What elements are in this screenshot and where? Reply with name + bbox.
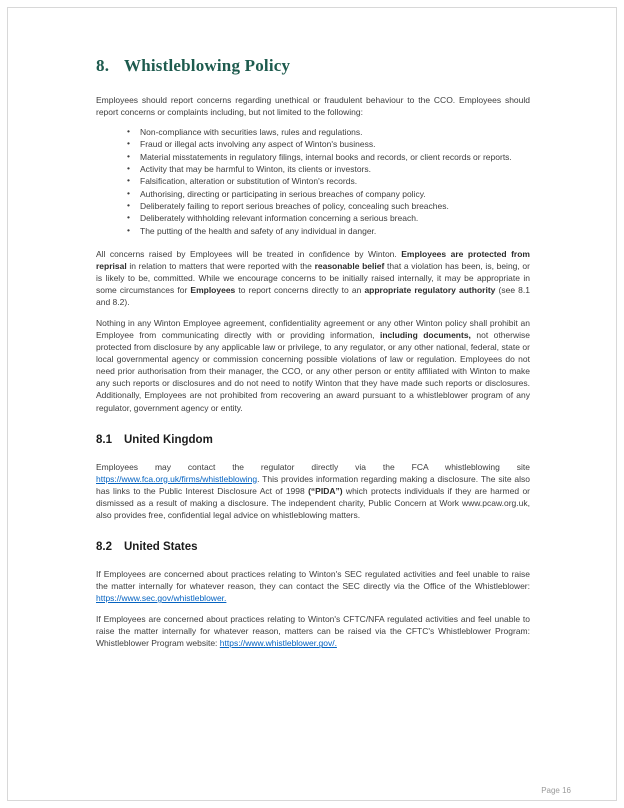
us-sec-paragraph bbox=[96, 568, 530, 604]
text-segment: including documents, bbox=[380, 330, 471, 341]
text-segment: not otherwise protected from disclosure by any applicable law or privilege, to any regulator, or any other national, federal, state or local governmental agency or commission concerning possible violations of law or regulation. Employees do not need prior authorisation from their manager, the CCO, or any other person or entity affiliated with Winton to make any such reports or disclosures and do not need to notify Winton that they have made such reports or disclosures. Additionally, Employees are not prohibited from recovering an award pursuant to a whistleblower program of any regulator, government agency or entity. bbox=[96, 330, 530, 413]
text-segment: Employees bbox=[190, 284, 236, 295]
intro-paragraph: Employees should report concerns regarding unethical or fraudulent behaviour to the CCO. Employees should report concerns or complaints including, but not limited to the following: bbox=[96, 95, 530, 118]
hyperlink[interactable]: https://www.fca.org.uk/firms/whistleblowing bbox=[96, 473, 258, 484]
concerns-bullet-list bbox=[96, 127, 530, 237]
text-segment: If Employees are concerned about practices relating to Winton's SEC regulated activities and feel unable to raise the matter internally for whatever reason, they can contact the SEC directly via the Office of the Whistleblower: bbox=[96, 568, 530, 591]
section-heading-united-states bbox=[96, 541, 530, 553]
text-segment: . This provides information regarding making a disclosure. The site also has links to the Public Interest Disclosure Act of 1998 bbox=[96, 473, 530, 496]
text-segment: (“PIDA”) bbox=[308, 485, 343, 496]
bullet-item: • The putting of the health and safety of any individual in danger. bbox=[127, 226, 530, 237]
bullet-item: • Deliberately withholding relevant information concerning a serious breach. bbox=[127, 213, 530, 224]
text-segment: appropriate regulatory authority bbox=[364, 284, 496, 295]
confidence-paragraph bbox=[96, 248, 530, 308]
text-segment: Employees may contact the regulator directly via the FCA whistleblowing site bbox=[96, 461, 530, 472]
text-segment: reasonable belief bbox=[314, 260, 385, 271]
text-segment: All concerns raised by Employees will be treated in confidence by Winton. bbox=[96, 248, 402, 259]
bullet-item: • Non-compliance with securities laws, rules and regulations. bbox=[127, 127, 530, 138]
bullet-item: • Deliberately failing to report serious breaches of policy, concealing such breaches. bbox=[127, 201, 530, 212]
text-segment: Nothing in any Winton Employee agreement, confidentiality agreement or any other Winton policy shall prohibit an Employee from communicating directly with or providing information, bbox=[96, 318, 530, 341]
text-segment: If Employees are concerned about practices relating to Winton's CFTC/NFA regulated activities and feel unable to raise the matter internally for whatever reason, matters can be raised via the CFTC's Whistleblower Program: Whistleblower Program website: bbox=[96, 614, 530, 649]
uk-paragraph bbox=[96, 461, 530, 521]
text-segment: Employees are protected from reprisal bbox=[96, 248, 530, 271]
page-content bbox=[96, 56, 530, 658]
text-segment: that a violation has been, is, being, or is likely to be, committed. While we encourage concerns to be initially raised internally, it may be appropriate in some circumstances for bbox=[96, 260, 530, 295]
heading-text: United Kingdom bbox=[124, 433, 213, 446]
bullet-item: • Activity that may be harmful to Winton, its clients or investors. bbox=[127, 164, 530, 175]
bullet-item: • Fraud or illegal acts involving any aspect of Winton's business. bbox=[127, 139, 530, 150]
heading-number: 8.1 bbox=[96, 433, 112, 446]
hyperlink[interactable]: https://www.whistleblower.gov/. bbox=[219, 638, 337, 649]
us-cftc-paragraph bbox=[96, 613, 530, 649]
no-prohibition-paragraph bbox=[96, 317, 530, 414]
text-segment: (see 8.1 and 8.2). bbox=[96, 284, 530, 308]
heading-text: Whistleblowing Policy bbox=[124, 56, 291, 75]
text-segment: which protects individuals if they are harmed or dismissed as a result of making a disclosure. The independent charity, Public Concern at Work www.pcaw.org.uk, also provides free, confidential legal advice on whistleblowing matters. bbox=[96, 485, 531, 520]
text-segment: to report concerns directly to an bbox=[235, 284, 365, 295]
page-number: Page 16 bbox=[541, 786, 571, 795]
bullet-item: • Authorising, directing or participating in serious breaches of company policy. bbox=[127, 189, 530, 200]
bullet-item: • Material misstatements in regulatory filings, internal books and records, or client records or reports. bbox=[127, 152, 530, 163]
section-heading-whistleblowing bbox=[96, 56, 530, 76]
heading-number: 8.2 bbox=[96, 540, 112, 553]
hyperlink[interactable]: https://www.sec.gov/whistleblower. bbox=[96, 593, 227, 604]
text-segment: in relation to matters that were reported with the bbox=[126, 260, 315, 271]
heading-number: 8. bbox=[96, 56, 110, 75]
section-heading-united-kingdom bbox=[96, 434, 530, 446]
heading-text: United States bbox=[124, 540, 198, 553]
bullet-item: • Falsification, alteration or substitution of Winton's records. bbox=[127, 176, 530, 187]
